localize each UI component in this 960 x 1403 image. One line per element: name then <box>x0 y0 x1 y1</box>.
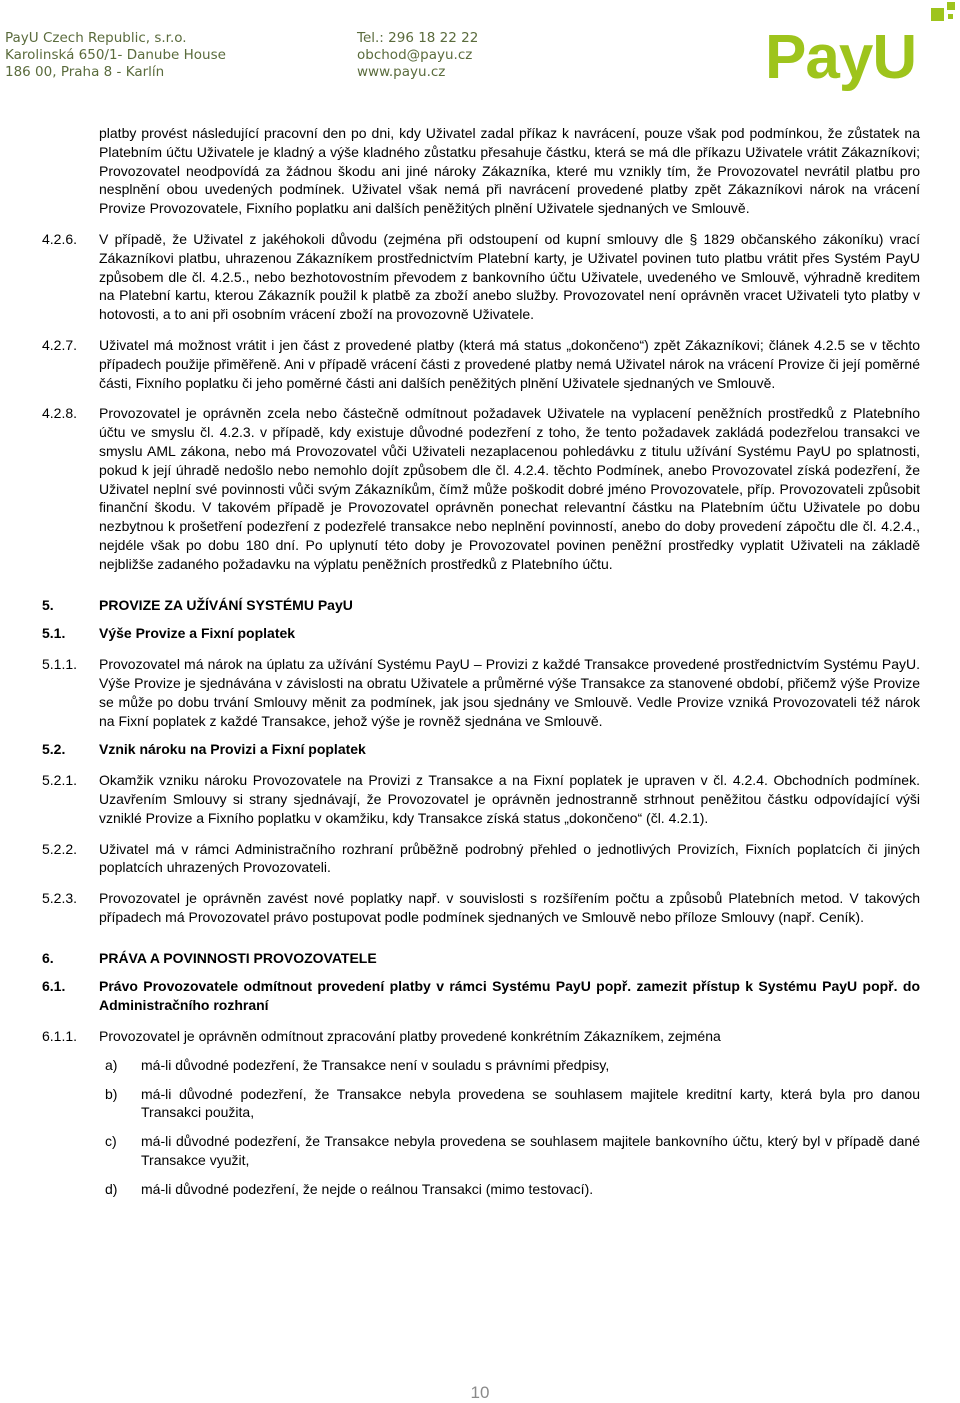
document-body <box>42 124 920 1199</box>
company-contact <box>357 30 478 81</box>
company-street: Karolinská 650/1- Danube House <box>5 47 226 63</box>
clause-5-1-1 <box>42 655 920 730</box>
company-name: PayU Czech Republic, s.r.o. <box>5 30 187 46</box>
clause-text: Uživatel má v rámci Administračního rozhraní průběžně podrobný přehled o jednotlivých Provizích, Fixních poplatcích či jiných poplatcích uhrazených Provozovateli. <box>99 840 920 876</box>
list-item-label: c) <box>105 1133 117 1150</box>
subsection-title: Vznik nároku na Provizi a Fixní poplatek <box>99 741 366 758</box>
subsection-number: 6.1. <box>42 978 66 995</box>
contact-phone: Tel.: 296 18 22 22 <box>357 30 479 46</box>
logo-square-small <box>948 14 953 19</box>
section-number: 6. <box>42 949 54 966</box>
list-item-text: má-li důvodné podezření, že Transakce není v souladu s právními předpisy, <box>141 1056 610 1073</box>
subsection-6-1-heading <box>42 977 920 1015</box>
clause-number: 6.1.1. <box>42 1028 78 1045</box>
section-5-heading <box>42 596 920 615</box>
clause-text: Provozovatel je oprávněn odmítnout zpracování platby provedené konkrétním Zákazníkem, zejména <box>99 1028 721 1045</box>
list-item <box>105 1056 920 1075</box>
clause-number: 5.2.2. <box>42 840 78 857</box>
payu-logo <box>763 0 960 96</box>
subsection-number: 5.2. <box>42 741 66 758</box>
logo-square-large <box>931 8 944 21</box>
list-item-label: d) <box>105 1180 118 1197</box>
contact-web: www.payu.cz <box>357 64 446 80</box>
contact-email: obchod@payu.cz <box>357 47 473 63</box>
payu-logo-text: PayU <box>765 23 917 92</box>
clause-5-2-3 <box>42 889 920 927</box>
clause-text: Provozovatel je oprávněn zavést nové poplatky např. v souvislosti s rozšířením počtu a způsobů Platebních metod. V takových případech má Provozovatel právo postupovat podle podmínek sjednaných ve Smlouvě nebo příloze Smlouvy (např. Ceník). <box>99 890 920 925</box>
clause-text: V případě, že Uživatel z jakéhokoli důvodu (zejména při odstoupení od kupní smlouvy dle § 1829 občanského zákoníku) vrací Zákazníkovi platbu, uhrazenou Zákazníkem prostřednictvím Platební karty, je Uživatel povinen tuto platbu vrátit přes Systém PayU způsobem dle čl. 4.2.5., nebo bezhotovostním převodem z bankovního účtu Uživatele, uvedeného ve Smlouvě, výhradně kreditem na Platební kartu, kterou Zákazník použil k platbě za zboží anebo služby. Provozovatel není oprávněn vracet Uživateli tyto platby v hotovosti, a to ani při osobním vrácení zboží na provozovně Uživatele. <box>99 230 920 323</box>
clause-text: Uživatel má možnost vrátit i jen část z provedené platby (která má status „dokončeno“) zpět Zákazníkovi; článek 4.2.5 se v těchto případech použije přiměřeně. Ani v případě vrácení části z provedené platby nemá Uživatel nárok na vrácení Provize či její poměrné části, Fixního poplatku či jeho poměrné části ani dalších peněžitých plnění Uživatele sjednaných ve Smlouvě. <box>99 336 920 391</box>
clause-number: 4.2.7. <box>42 336 78 353</box>
section-6-heading <box>42 949 920 968</box>
clause-number: 5.2.3. <box>42 890 78 907</box>
clause-4-2-7 <box>42 336 920 392</box>
list-item-text: má-li důvodné podezření, že Transakce nebyla provedena se souhlasem majitele kreditní karty, která byla pro danou Transakci použita, <box>141 1085 920 1121</box>
list-item-text: má-li důvodné podezření, že Transakce nebyla provedena se souhlasem majitele bankovního účtu, který byl v případě dané Transakce využit, <box>141 1133 920 1169</box>
clause-number: 5.2.1. <box>42 772 78 789</box>
list-item-text: má-li důvodné podezření, že nejde o reálnou Transakci (mimo testovací). <box>141 1180 594 1197</box>
clause-number: 4.2.8. <box>42 405 78 422</box>
subsection-title: Výše Provize a Fixní poplatek <box>99 625 296 642</box>
subsection-title: Právo Provozovatele odmítnout provedení platby v rámci Systému PayU popř. zamezit přístup k Systému PayU popř. do Administračního rozhraní <box>99 978 920 1014</box>
clause-5-2-1 <box>42 771 920 827</box>
company-address <box>5 30 226 81</box>
list-item-label: a) <box>105 1056 118 1073</box>
section-title: PRÁVA A POVINNOSTI PROVOZOVATELE <box>99 949 377 966</box>
clause-number: 4.2.6. <box>42 230 78 247</box>
condition-list <box>105 1056 920 1199</box>
continuation-paragraph: platby provést následující pracovní den po dni, kdy Uživatel zadal příkaz k navrácení, pouze však pod podmínkou, že zůstatek na Platebním účtu Uživatele je kladný a výše kladného zůstatku přesahuje částku, která se má dle příkazu Uživatele vrátit Zákazníkovi; Provozovatel neodpovídá za žádnou škodu ani jiné nároky Zákazníka, které mu vznikly tím, že Provozovatel nevrátil platbu pro nesplnění obou uvedených podmínek. Uživatel však nemá při navrácení provedené platby zpět Zákazníkovi nárok na vrácení Provize Provozovatele, Fixního poplatku ani dalších peněžitých plnění Uživatele sjednaných ve Smlouvě. <box>99 125 920 217</box>
clause-4-2-6 <box>42 230 920 324</box>
subsection-5-1-heading <box>42 624 920 643</box>
list-item <box>105 1180 920 1199</box>
clause-4-2-8 <box>42 404 920 573</box>
clause-number: 5.1.1. <box>42 656 78 673</box>
page-header <box>0 0 960 96</box>
clause-text: Okamžik vzniku nároku Provozovatele na Provizi z Transakce a na Fixní poplatek je upraven v čl. 4.2.4. Obchodních podmínek. Uzavřením Smlouvy si strany sjednávají, že Provozovatel je oprávněn jednostranně strhnout peněžitou částku odpovídající výši vzniklé Provize a Fixního poplatku v okamžiku, kdy Transakce získá status „dokončeno“ (čl. 4.2.1). <box>99 772 920 826</box>
clause-text: Provozovatel je oprávněn zcela nebo částečně odmítnout požadavek Uživatele na vyplacení peněžních prostředků z Platebního účtu ve smyslu čl. 4.2.3. v případě, kdy existuje důvodné podezření z toho, že tento požadavek zakládá podezřelou transakci ve smyslu AML zákona, nebo má Provozovatel vůči Uživateli nezaplacenou pohledávku z titulu užívání Systému PayU po splatnosti, pokud k její úhradě nedošlo nebo nemohlo dojít způsobem dle čl. 4.2.4. těchto Podmínek, anebo Provozovatel získá podezření, že Uživatel neplní své povinnosti vůči svým Zákazníkům, čímž může poškodit dobré jméno Provozovatele, příp. Provozovateli způsobit finanční škodu. V takovém případě je Provozovatel oprávněn ponechat relevantní částku na Platebním účtu Uživatele po dobu nezbytnou k prošetření podezření z podezřelé transakce nebo neplnění povinností, anebo do doby provedení zápočtu dle čl. 4.2.4., nejdéle však po dobu 180 dní. Po uplynutí této doby je Provozovatel povinen peněžní prostředky vyplatit Uživateli na základě nejbližše zadaného požadavku na výplatu peněžních prostředků z Platebního účtu. <box>99 405 920 572</box>
page-number: 10 <box>470 1383 490 1402</box>
clause-text: Provozovatel má nárok na úplatu za užívání Systému PayU – Provizi z každé Transakce provedené prostřednictvím Systému PayU. Výše Provize je sjednávána v závislosti na obratu Uživatele a průměrné výše Transakce za stanovené období, přičemž výše Provize se může po dobu trvání Smlouvy měnit za podmínek, jak jsou sjednány ve Smlouvě. Vedle Provize vzniká Provozovateli též nárok na Fixní poplatek z každé Transakce, jehož výše je rovněž sjednána ve Smlouvě. <box>99 656 920 729</box>
subsection-number: 5.1. <box>42 625 66 642</box>
subsection-5-2-heading <box>42 740 920 759</box>
list-item <box>105 1085 920 1123</box>
clause-5-2-2 <box>42 840 920 878</box>
list-item <box>105 1132 920 1170</box>
list-item-label: b) <box>105 1085 118 1102</box>
company-city: 186 00, Praha 8 - Karlín <box>5 64 165 80</box>
logo-square-medium <box>947 2 955 10</box>
section-title: PROVIZE ZA UŽÍVÁNÍ SYSTÉMU PayU <box>99 596 353 613</box>
clause-6-1-1 <box>42 1027 920 1046</box>
section-number: 5. <box>42 596 54 613</box>
